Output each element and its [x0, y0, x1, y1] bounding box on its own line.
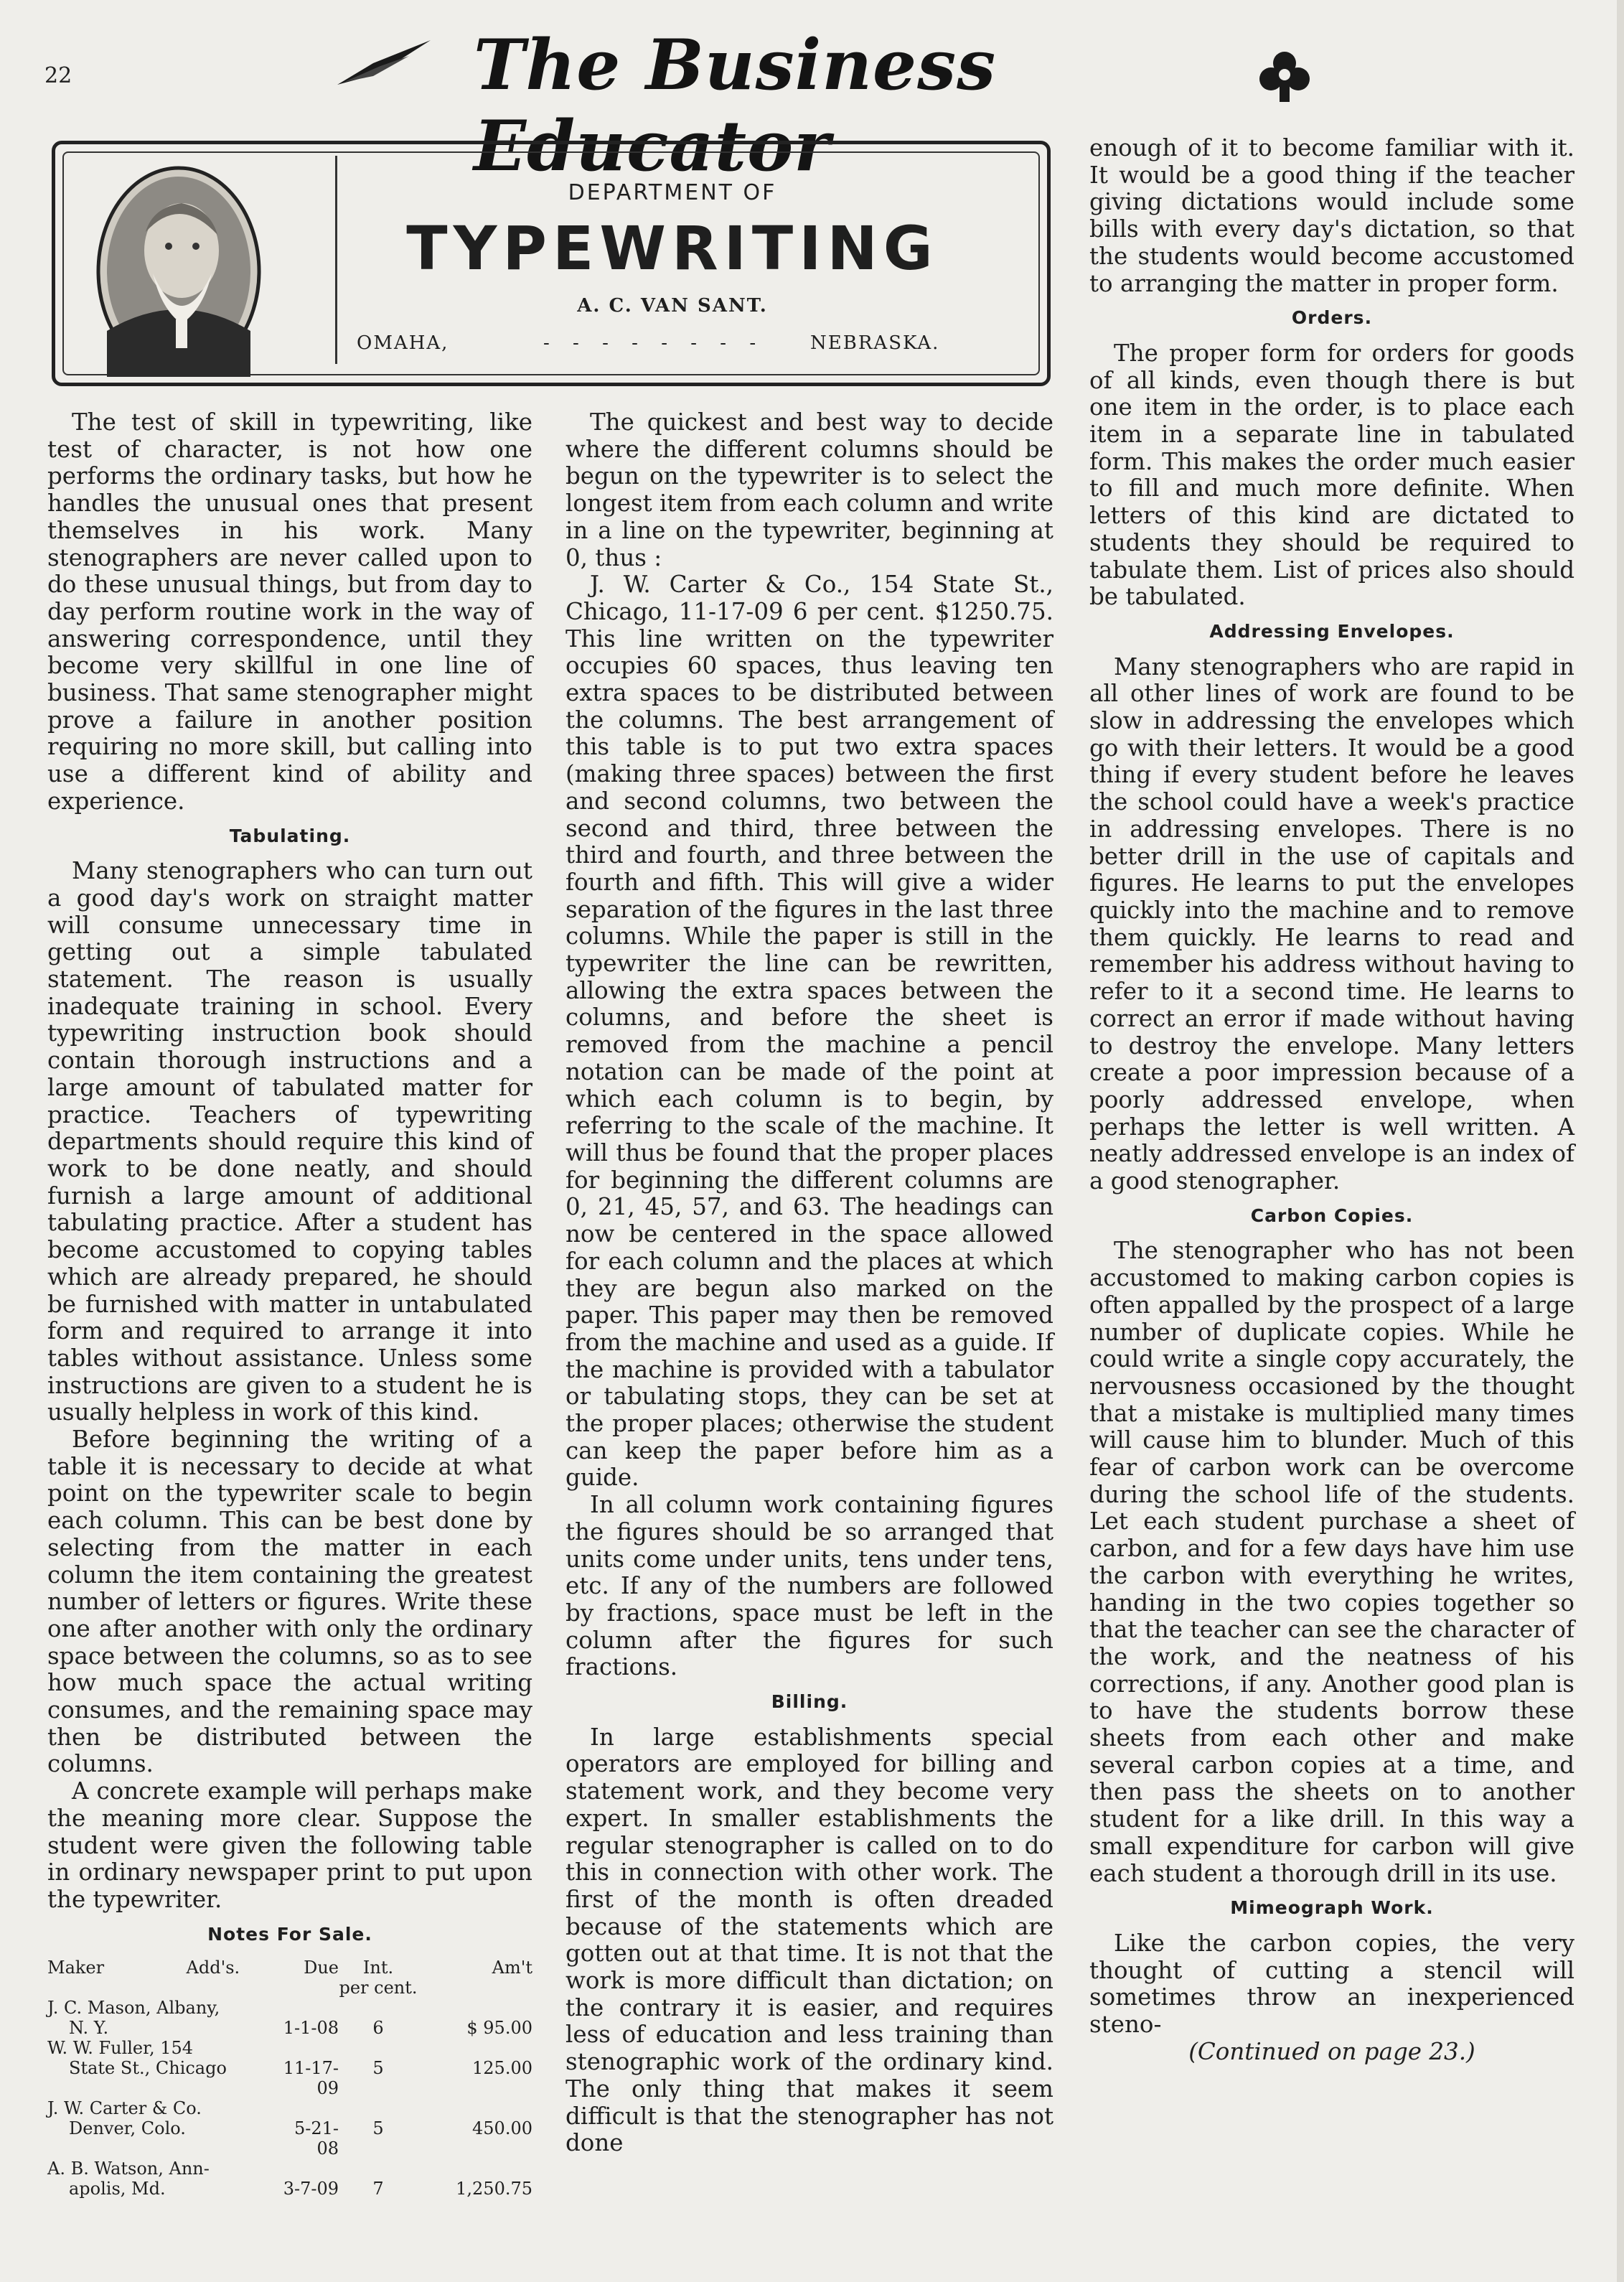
continued-note: (Continued on page 23.) — [1188, 2037, 1475, 2065]
table-cell-int: 5 — [372, 2118, 384, 2139]
table-cell-int: 7 — [372, 2179, 384, 2199]
table-cell-maker: W. W. Fuller, 154 — [47, 2038, 194, 2059]
table-title: Notes For Sale. — [207, 1923, 372, 1945]
table-cell-maker: Denver, Colo. — [69, 2118, 186, 2139]
paragraph: Before beginning the writing of a table it is necessary to decide at what point on the typewriter scale to begin each column. This can be best done by selecting from the matter in each column the item containing the greatest number of letters or figures. Write these one after another with only the ordinary space between the columns, so as to see how much space the actual writing consumes, and the remaining space may then be distributed between the columns. — [47, 1426, 532, 1778]
masthead-title: The Business Educator — [474, 24, 997, 187]
section-heading-billing: Billing. — [771, 1691, 848, 1713]
table-row — [47, 1998, 532, 2038]
paragraph: Many stenographers who can turn out a good day's work on straight matter will consume unnecessary time in getting out a simple tabulated statement. The reason is usually inadequate training in school. Every typewriting instruction book should contain thorough instructions and a large amount of tabulated matter for practice. Teachers of typewriting departments should require this kind of work to be done neatly, and should furnish a large amount of additional tabulating practice. After a student has become accustomed to copying tables which are already prepared, he should be furnished with matter in untabulated form and required to arrange it into tables without assistance. Unless some instructions are given to a student he is usually helpless in work of this kind. — [47, 857, 532, 1426]
paragraph: The stenographer who has not been accustomed to making carbon copies is often appalled by the prospect of a large number of duplicate copies. While he could write a single copy accurately, the nervousness occasioned by the thought that a mistake is multiplied many times will cause him to blunder. Much of this fear of carbon work can be overcome during the school life of the students. Let each student purchase a sheet of carbon, and for a few days have him use the carbon with everything he writes, handing in the two copies together so that the teacher can see the character of the work, and the neatness of his corrections, if any. Another good plan is to have the students borrow these sheets from each other and make several carbon copies at a time, and then pass the sheets on to another student for a like drill. In this way a small expenditure for carbon will give each student a thorough drill in its use. — [1089, 1237, 1574, 1887]
table-cell-maker: N. Y. — [69, 2018, 109, 2039]
paragraph: A concrete example will perhaps make the meaning more clear. Suppose the student were given the following table in ordinary newspaper print to put upon the typewriter. — [47, 1777, 532, 1913]
table-header-cell: Maker Add's. — [47, 1958, 240, 1978]
table-header-cell: Am't — [492, 1958, 532, 1978]
section-heading-orders: Orders. — [1291, 307, 1373, 329]
masthead — [330, 20, 1335, 187]
department-header-box — [52, 141, 1051, 386]
page-number: 22 — [44, 63, 72, 88]
quill-icon — [330, 34, 438, 92]
article-column-2 — [565, 409, 1053, 2157]
paragraph: Like the carbon copies, the very thought of cutting a stencil will sometimes throw an inexperienced steno- — [1089, 1930, 1574, 2039]
author-portrait — [95, 166, 262, 377]
department-state: NEBRASKA. — [810, 332, 940, 354]
paragraph: The proper form for orders for goods of all kinds, even though there is but one item in the order, is to place each item in a separate line in tabulated form. This makes the order much easier to fill and much more definite. When letters of this kind are dictated to students they should be required to tabulate them. List of prices also should be tabulated. — [1089, 339, 1574, 611]
section-heading-tabulating: Tabulating. — [229, 825, 351, 846]
paragraph: In large establishments special operators are employed for billing and statement work, and they become very expert. In smaller establishments the regular stenographer is called on to do this in connection with other work. The first of the month is often dreaded because of the statements which are gotten out at that time. It is not that the work is more difficult than dictation; on the contrary it is easier, and requires less of education and less training than stenographic work of the ordinary kind. The only thing that makes it seem difficult is that the stenographer has not done — [565, 1723, 1053, 2157]
table-cell-due: 3-7-09 — [283, 2179, 339, 2199]
paragraph: The quickest and best way to decide where the different columns should be begun on the typewriter is to select the longest item from each column and write in a line on the typewriter, beginning at 0, thus : — [565, 408, 1053, 571]
table-cell-due: 5-21-08 — [294, 2118, 339, 2159]
section-heading-envelopes: Addressing Envelopes. — [1209, 620, 1455, 642]
paragraph: The test of skill in typewriting, like test of character, is not how one performs the ordinary tasks, but how he handles the unusual ones that present themselves in his work. Many stenographers are never called upon to do these unusual things, but from day to day perform routine work in the way of answering correspondence, until they become very skillful in one line of business. That same stenographer might prove a failure in another position requiring no more skill, but calling into use a different kind of ability and experience. — [47, 408, 532, 815]
table-cell-amt: 1,250.75 — [456, 2179, 532, 2199]
department-dashes: - - - - - - - - — [543, 332, 765, 354]
table-row — [47, 2159, 532, 2199]
table-cell-maker: State St., Chicago — [69, 2058, 227, 2079]
article-column-1 — [47, 409, 532, 2199]
department-city: OMAHA, — [357, 332, 449, 354]
table-cell-maker: J. C. Mason, Albany, — [47, 1998, 220, 2019]
emblem-icon — [1252, 43, 1317, 108]
table-cell-int: 5 — [372, 2058, 384, 2079]
paragraph: Many stenographers who are rapid in all other lines of work are found to be slow in addressing the envelopes which go with their letters. It would be a good thing if every student before he leaves the school could have a week's practice in addressing envelopes. There is no better drill in the use of capitals and figures. He learns to put the envelopes quickly into the machine and to remove them quickly. He learns to read and remember his address without having to refer to it a second time. He learns to correct an error if made without having to destroy the envelope. Many letters create a poor impression because of a poorly addressed envelope, when perhaps the letter is well written. A neatly addressed envelope is an index of a good stenographer. — [1089, 653, 1574, 1195]
table-cell-maker: apolis, Md. — [69, 2179, 166, 2199]
section-heading-carbon: Carbon Copies. — [1250, 1205, 1414, 1226]
table-cell-amt: 450.00 — [472, 2118, 532, 2139]
table-cell-due: 1-1-08 — [283, 2018, 339, 2039]
table-cell-maker: J. W. Carter & Co. — [47, 2098, 202, 2119]
table-row — [47, 2098, 532, 2159]
department-author: A. C. VAN SANT. — [577, 295, 768, 317]
table-cell-int: 6 — [372, 2018, 384, 2039]
section-heading-mimeograph: Mimeograph Work. — [1230, 1897, 1434, 1919]
table-header-cell: Due — [304, 1958, 339, 1978]
page-edge — [1617, 0, 1624, 2282]
article-column-3 — [1089, 135, 1574, 2066]
table-cell-amt: $ 95.00 — [466, 2018, 532, 2039]
table-cell-maker: A. B. Watson, Ann- — [47, 2159, 210, 2179]
table-row — [47, 2038, 532, 2098]
department-heading: DEPARTMENT OF — [568, 180, 777, 205]
portrait-frame — [67, 156, 337, 364]
table-header — [47, 1958, 532, 1998]
notes-for-sale-table — [47, 1958, 532, 2199]
table-header-cell: Int. per cent. — [339, 1958, 418, 1998]
paragraph: J. W. Carter & Co., 154 State St., Chicago, 11-17-09 6 per cent. $1250.75. This line written on the typewriter occupies 60 spaces, thus leaving ten extra spaces to be distributed between the columns. The best arrangement of this table is to put two extra spaces (making three spaces) between the first and second columns, two between the second and third, three between the third and fourth, and three between the fourth and fifth. This will give a wider separation of the figures in the last three columns. While the paper is still in the typewriter the line can be rewritten, allowing the extra spaces between the columns, and before the sheet is removed from the machine a pencil notation can be made of the point at which each column is to begin, by referring to the scale of the machine. It will thus be found that the proper places for beginning the different columns are 0, 21, 45, 57, and 63. The headings can now be centered in the space allowed for each column and the places at which they are begun also marked on the paper. This paper may then be removed from the machine and used as a guide. If the machine is provided with a tabulator or tabulating stops, they can be set at the proper places; otherwise the student can keep the paper before him as a guide. — [565, 571, 1053, 1492]
department-title: TYPEWRITING — [406, 213, 939, 284]
table-cell-amt: 125.00 — [472, 2058, 532, 2079]
table-cell-due: 11-17-09 — [283, 2058, 339, 2099]
paragraph: In all column work containing figures the figures should be so arranged that units come under units, tens under tens, etc. If any of the numbers are followed by fractions, space must be left in the column after the figures for such fractions. — [565, 1491, 1053, 1681]
paragraph: enough of it to become familiar with it. It would be a good thing if the teacher giving dictations would include some bills with every day's dictation, so that the students would become accustomed to arranging the matter in proper form. — [1089, 134, 1574, 297]
